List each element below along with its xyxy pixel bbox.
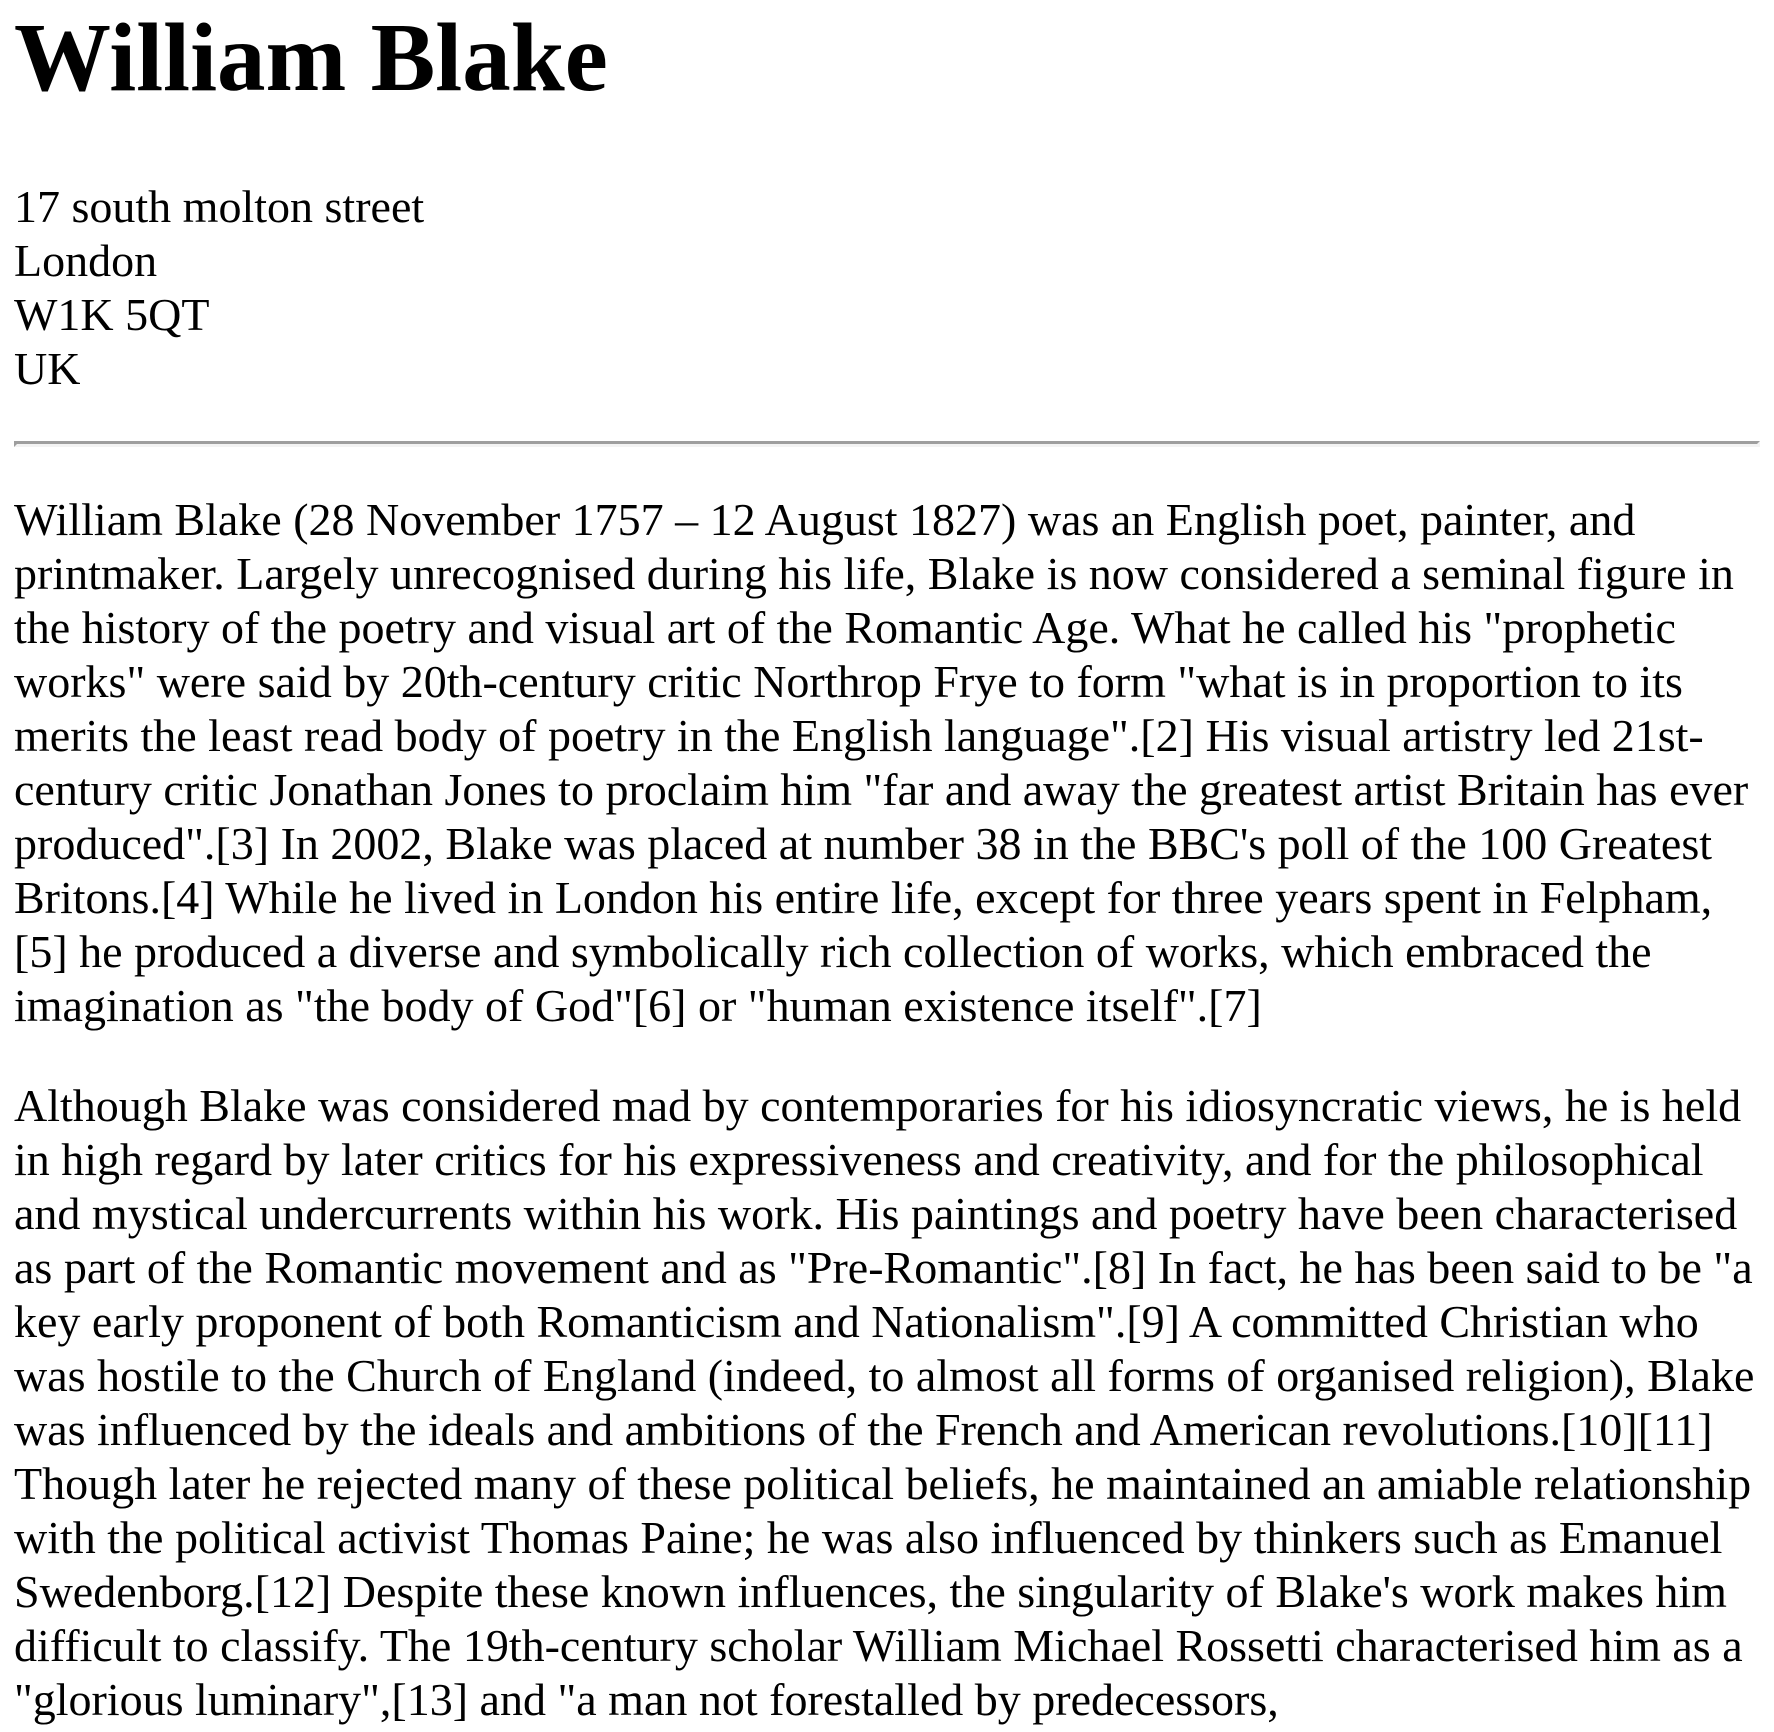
biography-paragraph-1: William Blake (28 November 1757 – 12 August 1827) was an English poet, painter, and printmaker. Largely unrecognised during his life, Blake is now considered a seminal figure in the history of the poetry and visual art of the Romantic Age. What he called his "prophetic works" were said by 20th-century critic Northrop Frye to form "what is in proportion to its merits the least read body of poetry in the English language".[2] His visual artistry led 21st-century critic Jonathan Jones to proclaim him "far and away the greatest artist Britain has ever produced".[3] In 2002, Blake was placed at number 38 in the BBC's poll of the 100 Greatest Britons.[4] While he lived in London his entire life, except for three years spent in Felpham,[5] he produced a diverse and symbolically rich collection of works, which embraced the imagination as "the body of God"[6] or "human existence itself".[7] xyxy=(14,494,1749,1031)
page-title: William Blake xyxy=(14,4,608,111)
address-block xyxy=(14,180,1760,396)
biography-paragraph-2: Although Blake was considered mad by contemporaries for his idiosyncratic views, he is held in high regard by later critics for his expressiveness and creativity, and for the philosophical and mystical undercurrents within his work. His paintings and poetry have been characterised as part of the Romantic movement and as "Pre-Romantic".[8] In fact, he has been said to be "a key early proponent of both Romanticism and Nationalism".[9] A committed Christian who was hostile to the Church of England (indeed, to almost all forms of organised religion), Blake was influenced by the ideals and ambitions of the French and American revolutions.[10][11] Though later he rejected many of these political beliefs, he maintained an amiable relationship with the political activist Thomas Paine; he was also influenced by thinkers such as Emanuel Swedenborg.[12] Despite these known influences, the singularity of Blake's work makes him difficult to classify. The 19th-century scholar William Michael Rossetti characterised him as a "glorious luminary",[13] and "a man not forestalled by predecessors, xyxy=(14,1080,1755,1725)
address-line-city: London xyxy=(14,235,158,286)
divider xyxy=(14,441,1760,447)
address-line-postcode: W1K 5QT xyxy=(14,289,210,340)
address-line-country: UK xyxy=(14,343,81,394)
address-line-street: 17 south molton street xyxy=(14,181,425,232)
